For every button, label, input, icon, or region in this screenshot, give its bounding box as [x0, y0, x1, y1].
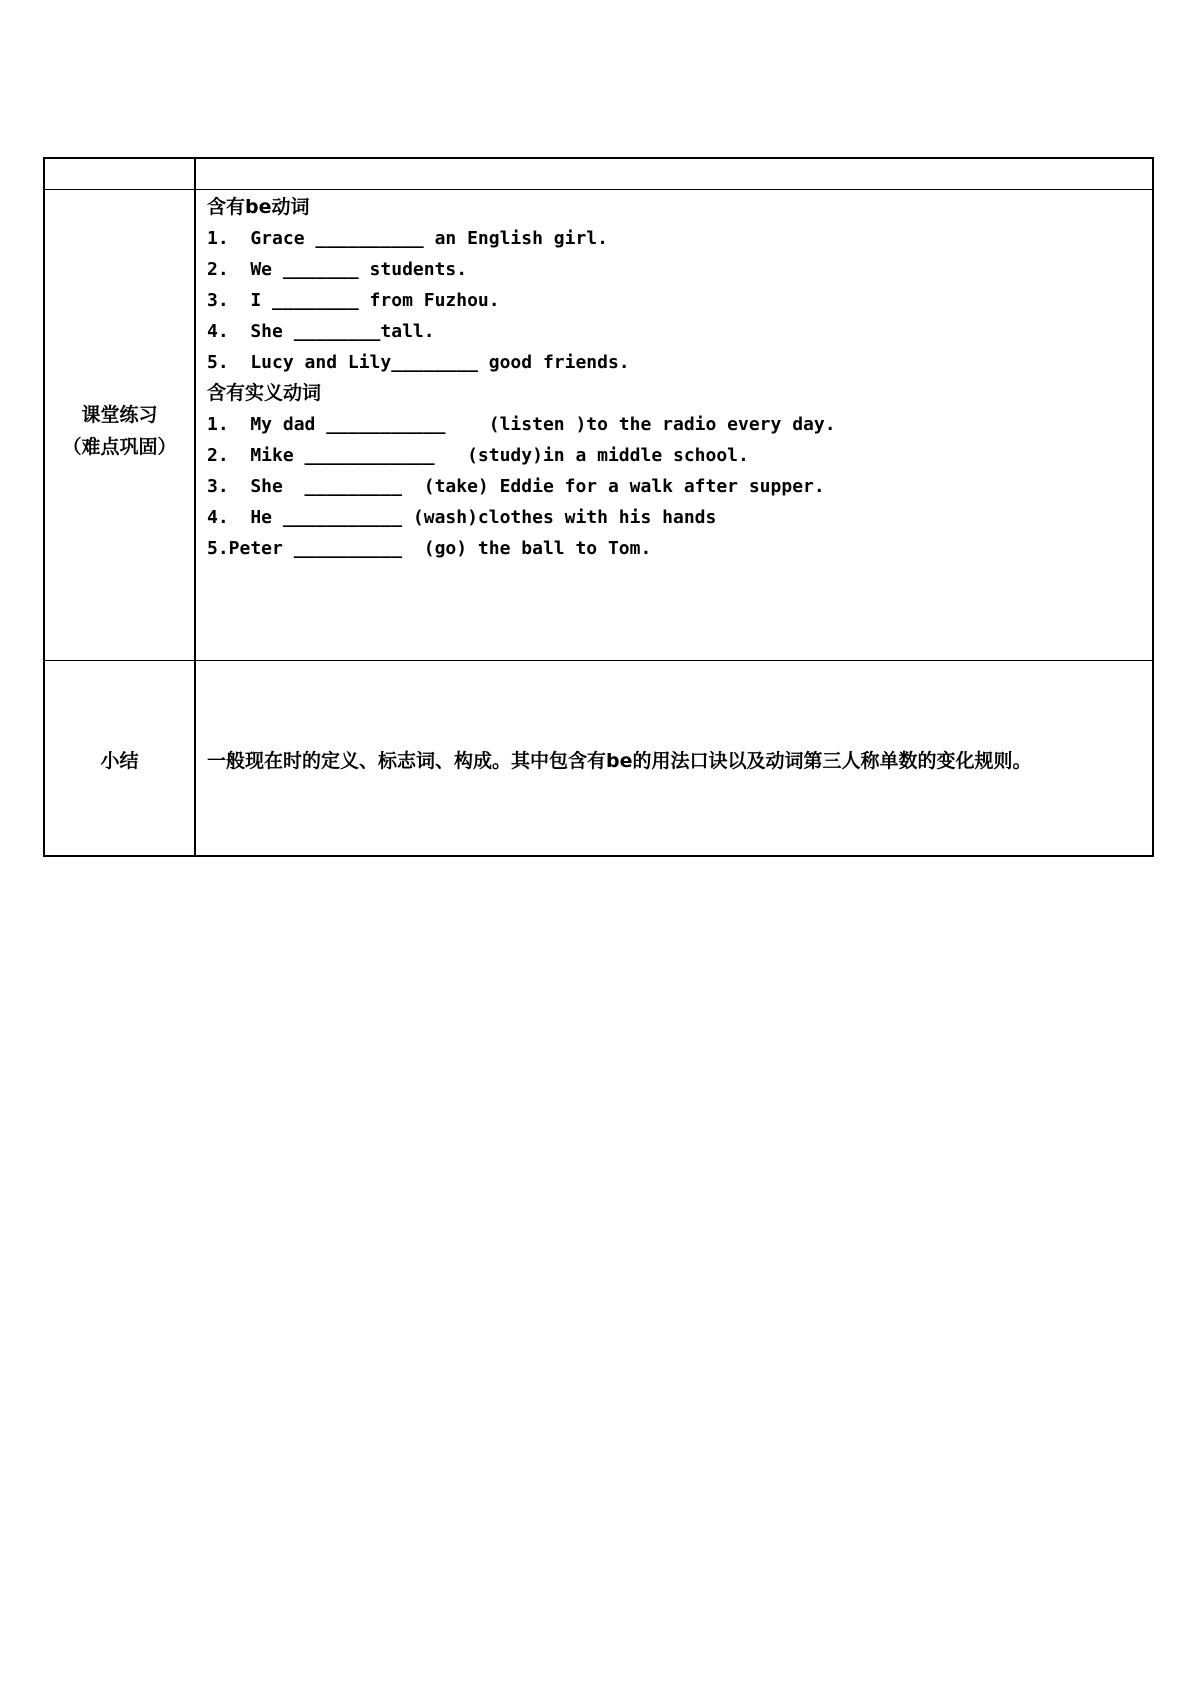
practice-label-line-2: （难点巩固）	[62, 436, 177, 458]
column-divider	[194, 159, 196, 855]
exercise-line: 3. I ________ from Fuzhou.	[207, 290, 500, 311]
exercise-line: 1. Grace __________ an English girl.	[207, 228, 608, 249]
practice-row-label	[45, 399, 194, 463]
main-verb-heading: 含有实义动词	[207, 382, 322, 404]
practice-label-line-1: 课堂练习	[81, 404, 158, 426]
exercise-line: 1. My dad ___________ (listen )to the radio every day.	[207, 414, 836, 435]
header-row-divider	[45, 189, 1152, 190]
exercise-line: 2. Mike ____________ (study)in a middle school.	[207, 445, 749, 466]
summary-row-divider	[45, 660, 1152, 661]
exercise-line: 5.Peter __________ (go) the ball to Tom.	[207, 538, 652, 559]
worksheet-table	[43, 157, 1154, 857]
practice-content	[207, 192, 1142, 564]
be-verb-heading: 含有be动词	[207, 196, 310, 218]
exercise-line: 2. We _______ students.	[207, 259, 468, 280]
exercise-line: 3. She _________ (take) Eddie for a walk after supper.	[207, 476, 825, 497]
summary-row-label: 小结	[100, 750, 139, 772]
exercise-line: 4. She ________tall.	[207, 321, 435, 342]
exercise-line: 4. He ___________ (wash)clothes with his hands	[207, 507, 717, 528]
exercise-line: 5. Lucy and Lily________ good friends.	[207, 352, 630, 373]
summary-text: 一般现在时的定义、标志词、构成。其中包含有be的用法口诀以及动词第三人称单数的变化规则。	[207, 750, 1032, 772]
